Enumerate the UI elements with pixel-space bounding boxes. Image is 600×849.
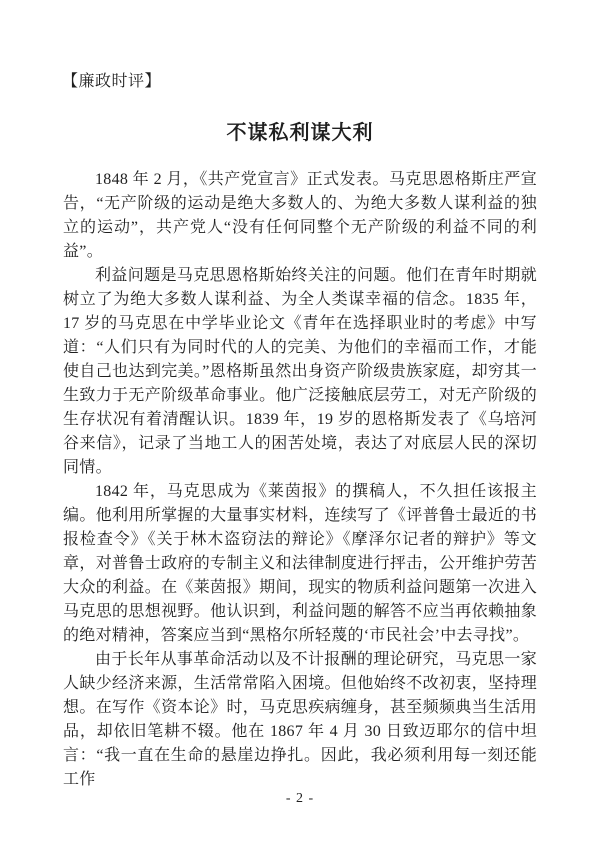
paragraph-3: 1842 年，马克思成为《莱茵报》的撰稿人，不久担任该报主编。他利用所掌握的大量事实材料，连续写了《评普鲁士最近的书报检查令》《关于林木盗窃法的辩论》《摩泽尔记者的辩护》等文章，对普鲁士政府的专制主义和法律制度进行抨击，公开维护劳苦大众的利益。在《莱茵报》期间，现实的物质利益问题第一次进入马克思的思想视野。他认识到，利益问题的解答不应当再依赖抽象的绝对精神，答案应当到“黑格尔所轻蔑的‘市民社会’中去寻找”。: [63, 483, 537, 644]
paragraph-1: 1848 年 2 月，《共产党宣言》正式发表。马克思恩格斯庄严宣告，“无产阶级的运动是绝大多数人的、为绝大多数人谋利益的独立的运动”，共产党人“没有任何同整个无产阶级的利益不同的利益”。: [63, 171, 537, 260]
paragraph-2: 利益问题是马克思恩格斯始终关注的问题。他们在青年时期就树立了为绝大多数人谋利益、为全人类谋幸福的信念。1835 年，17 岁的马克思在中学毕业论文《青年在选择职业时的考虑》中写道：“人们只有为同时代的人的完美、为他们的幸福而工作，才能使自己也达到完美。”恩格斯虽然出身资产阶级贵族家庭，却穷其一生致力于无产阶级革命事业。他广泛接触底层劳工，对无产阶级的生存状况有着清醒认识。1839 年，19 岁的恩格斯发表了《乌培河谷来信》，记录了当地工人的困苦处境，表达了对底层人民的深切同情。: [63, 267, 537, 476]
page-title: 不谋私利谋大利: [226, 122, 374, 144]
page-number: - 2 -: [285, 791, 315, 806]
document-body: [63, 168, 537, 792]
paragraph-4: 由于长年从事革命活动以及不计报酬的理论研究，马克思一家人缺少经济来源，生活常常陷入困境。但他始终不改初衷，坚持理想。在写作《资本论》时，马克思疾病缠身，甚至频频典当生活用品，却依旧笔耕不辍。他在 1867 年 4 月 30 日致迈耶尔的信中坦言：“我一直在生命的悬崖边挣扎。因此，我必须利用每一刻还能工作: [63, 651, 537, 788]
section-label: 【廉政时评】: [62, 73, 162, 90]
